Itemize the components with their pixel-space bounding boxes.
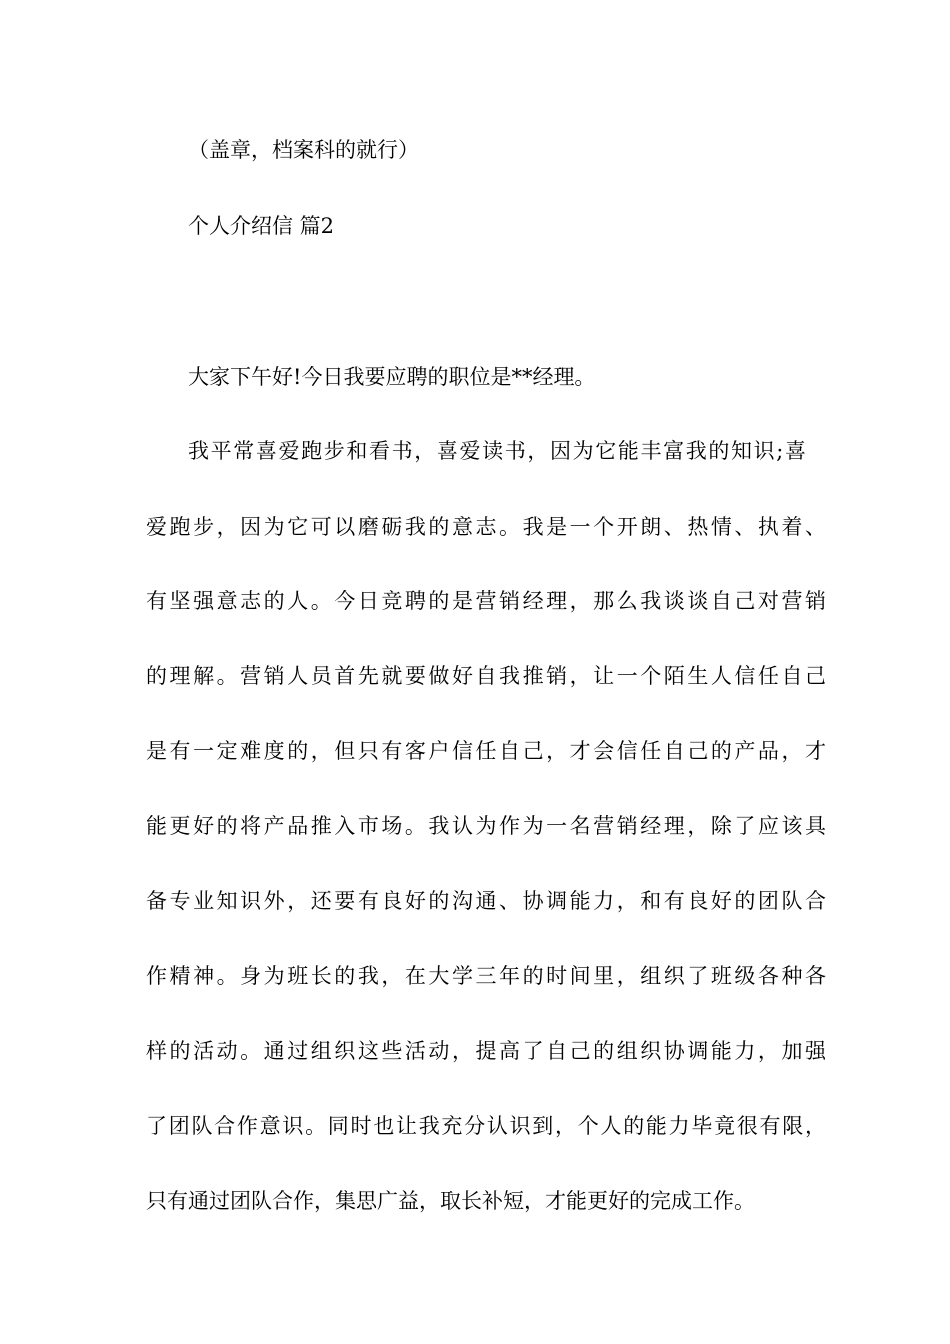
paragraph-line: 我平常喜爱跑步和看书，喜爱读书，因为它能丰富我的知识;喜 (188, 439, 806, 463)
paragraph-line: 的理解。营销人员首先就要做好自我推销，让一个陌生人信任自己 (146, 664, 826, 688)
greeting-line: 大家下午好!今日我要应聘的职位是**经理。 (188, 365, 596, 389)
paragraph-line: 作精神。身为班长的我，在大学三年的时间里，组织了班级各种各 (146, 964, 826, 988)
paragraph-line: 爱跑步，因为它可以磨砺我的意志。我是一个开朗、热情、执着、 (146, 515, 826, 539)
stamp-note: （盖章，档案科的就行） (188, 138, 419, 162)
paragraph-line: 能更好的将产品推入市场。我认为作为一名营销经理，除了应该具 (146, 814, 826, 838)
paragraph-line: 了团队合作意识。同时也让我充分认识到，个人的能力毕竟很有限， (146, 1114, 826, 1138)
paragraph-line: 样的活动。通过组织这些活动，提高了自己的组织协调能力，加强 (146, 1039, 826, 1063)
paragraph-line: 有坚强意志的人。今日竞聘的是营销经理，那么我谈谈自己对营销 (146, 589, 826, 613)
paragraph-line: 备专业知识外，还要有良好的沟通、协调能力，和有良好的团队合 (146, 889, 826, 913)
section-heading: 个人介绍信 篇2 (188, 214, 335, 238)
paragraph-line: 是有一定难度的，但只有客户信任自己，才会信任自己的产品，才 (146, 739, 826, 763)
paragraph-line: 只有通过团队合作，集思广益，取长补短，才能更好的完成工作。 (146, 1189, 755, 1213)
